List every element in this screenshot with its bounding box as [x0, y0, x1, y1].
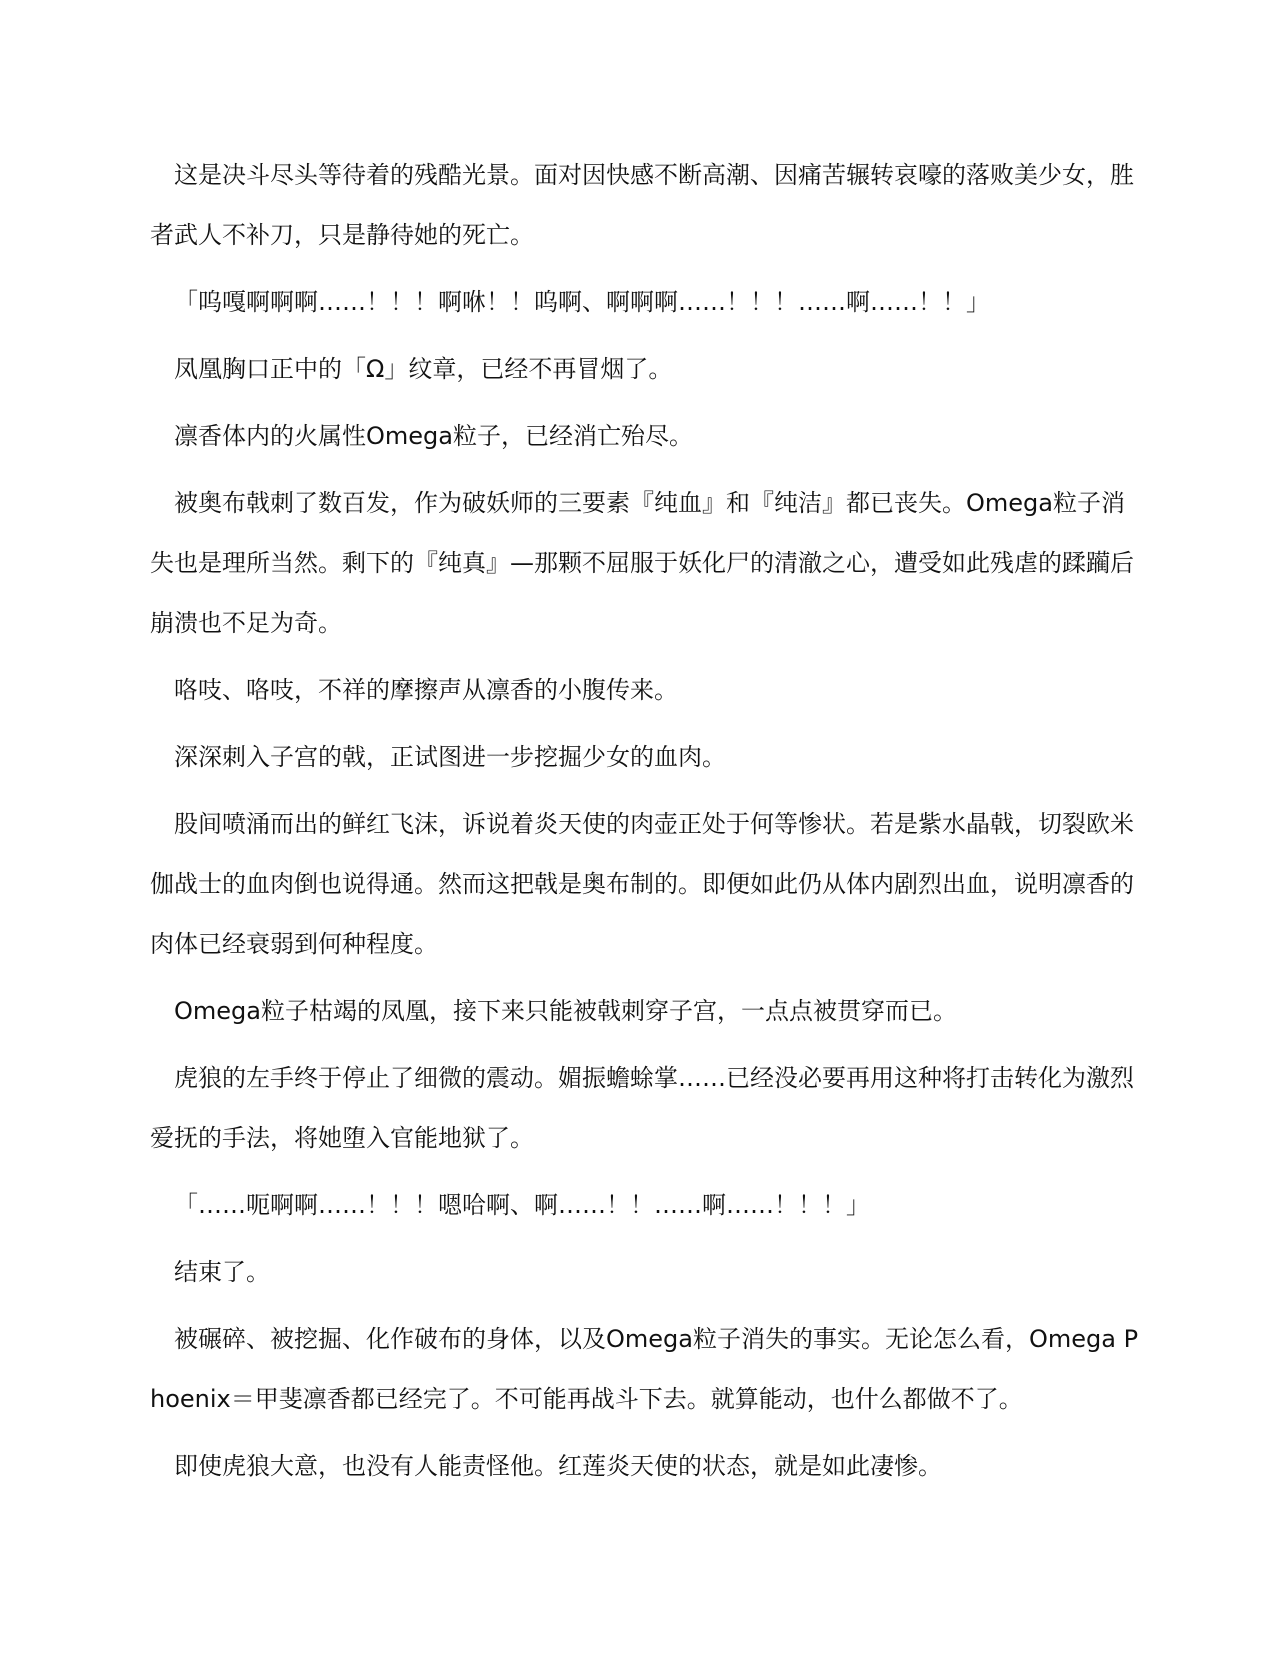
- dialogue-2: 「……呃啊啊……！！！嗯哈啊、啊……！！……啊……！！！」: [174, 1191, 870, 1219]
- dialogue-1: 「呜嘎啊啊啊……！！！啊咻！！呜啊、啊啊啊……！！！……啊……！！」: [174, 288, 990, 316]
- paragraph-3: 凛香体内的火属性Omega粒子，已经消亡殆尽。: [174, 422, 693, 450]
- paragraph-7: 股间喷涌而出的鲜红飞沫，诉说着炎天使的肉壶正处于何等惨状。若是紫水晶戟，切裂欧米伽战士的血肉倒也说得通。然而这把戟是奥布制的。即便如此仍从体内剧烈出血，说明凛香的肉体已经衰弱到何种程度。: [150, 810, 1134, 958]
- paragraph-11: 被碾碎、被挖掘、化作破布的身体，以及Omega粒子消失的事实。无论怎么看，Omega Phoenix＝甲斐凛香都已经完了。不可能再战斗下去。就算能动，也什么都做不了。: [150, 1325, 1139, 1413]
- paragraph-1: 这是决斗尽头等待着的残酷光景。面对因快感不断高潮、因痛苦辗转哀嚎的落败美少女，胜者武人不补刀，只是静待她的死亡。: [150, 161, 1134, 249]
- paragraph-12: 即使虎狼大意，也没有人能责怪他。红莲炎天使的状态，就是如此凄惨。: [174, 1452, 942, 1480]
- paragraph-4: 被奥布戟刺了数百发，作为破妖师的三要素『纯血』和『纯洁』都已丧失。Omega粒子消失也是理所当然。剩下的『纯真』—那颗不屈服于妖化尸的清澈之心，遭受如此残虐的蹂躏后崩溃也不足为奇。: [150, 489, 1134, 637]
- paragraph-10: 结束了。: [174, 1258, 270, 1286]
- paragraph-6: 深深刺入子宫的戟，正试图进一步挖掘少女的血肉。: [174, 743, 726, 771]
- paragraph-8: Omega粒子枯竭的凤凰，接下来只能被戟刺穿子宫，一点点被贯穿而已。: [174, 997, 957, 1025]
- paragraph-9: 虎狼的左手终于停止了细微的震动。媚振蟾蜍掌……已经没必要再用这种将打击转化为激烈爱抚的手法，将她堕入官能地狱了。: [150, 1064, 1134, 1152]
- paragraph-5: 咯吱、咯吱，不祥的摩擦声从凛香的小腹传来。: [174, 676, 678, 704]
- paragraph-2: 凤凰胸口正中的「Ω」纹章，已经不再冒烟了。: [174, 355, 673, 383]
- document-body: [150, 145, 1140, 1496]
